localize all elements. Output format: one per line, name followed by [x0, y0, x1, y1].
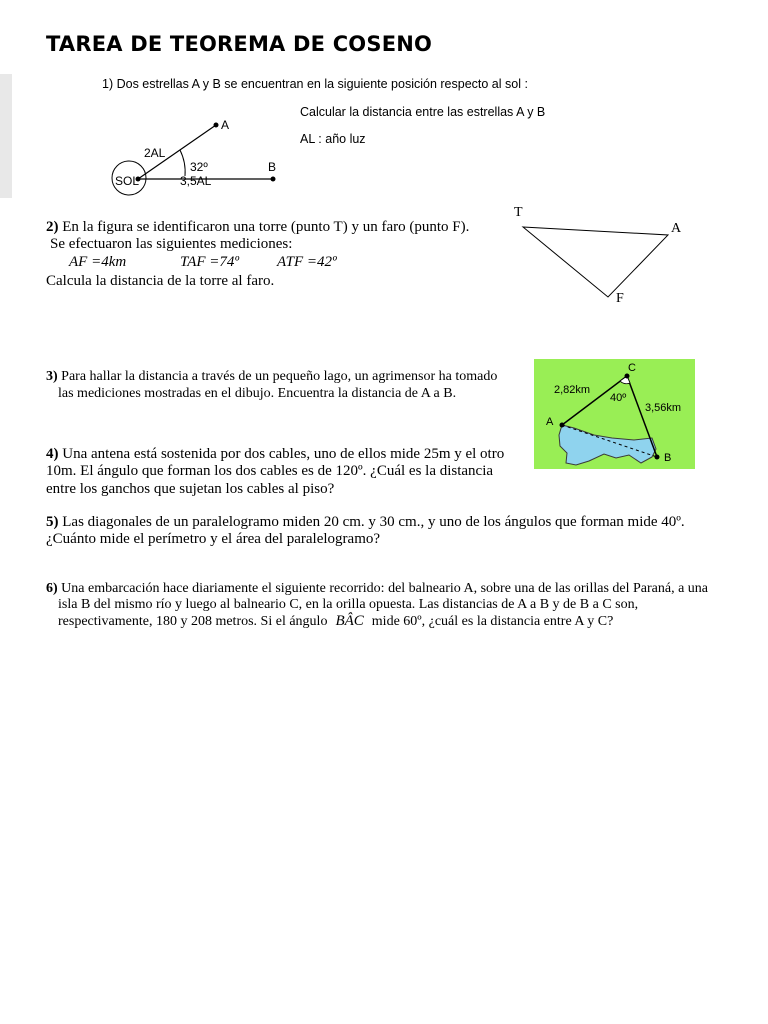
problem-4-text: Una antena está sostenida por dos cables, uno de ellos mide 25m y el otro	[58, 446, 505, 462]
angle-bac: BÂC	[335, 613, 364, 629]
problem-2-text: En la figura se identificaron una torre (punto T) y un faro (punto F).	[58, 219, 470, 235]
label-2al: 2AL	[144, 146, 166, 160]
label-b: B	[268, 160, 277, 174]
measurement-atf: ATF =42º	[277, 254, 337, 270]
point-a	[560, 423, 565, 428]
lake-diagram	[534, 359, 695, 469]
problem-3-line1	[46, 368, 497, 385]
label-angle: 40º	[610, 392, 627, 404]
measurement-af: AF =4km	[69, 254, 127, 270]
label-ac: 2,82km	[554, 384, 591, 396]
problem-2-line2: Se efectuaron las siguientes mediciones:	[50, 236, 293, 252]
problem-6-line1	[46, 580, 708, 597]
label-c: C	[628, 362, 636, 374]
label-a: A	[546, 416, 554, 428]
label-f: F	[616, 291, 624, 306]
problem-6-number: 6)	[46, 581, 58, 596]
point-b	[655, 455, 660, 460]
stars-diagram	[100, 112, 300, 202]
problem-1-note: AL : año luz	[300, 132, 366, 146]
problem-6-line3-start: respectivamente, 180 y 208 metros. Si el ángulo	[58, 614, 328, 629]
tower-lighthouse-diagram	[508, 200, 688, 308]
problem-6-line2: isla B del mismo río y luego al balneario C, en la orilla opuesta. Las distancias de A a B y de B a C son,	[58, 597, 639, 612]
problem-3-line2: las mediciones mostradas en el dibujo. Encuentra la distancia de A a B.	[58, 386, 457, 401]
point-c	[625, 374, 630, 379]
problem-5-number: 5)	[46, 514, 59, 530]
problem-5-text: Las diagonales de un paralelogramo miden 20 cm. y 30 cm., y uno de los ángulos que forman mide 40º.	[58, 514, 685, 530]
problem-2-line3: Calcula la distancia de la torre al faro.	[46, 273, 275, 289]
problem-1-question: Calcular la distancia entre las estrellas A y B	[300, 105, 546, 119]
star-b-point	[271, 177, 276, 182]
problem-3-number: 3)	[46, 369, 58, 384]
label-a: A	[671, 221, 682, 236]
problem-5-line2: ¿Cuánto mide el perímetro y el área del paralelogramo?	[46, 531, 381, 547]
triangle-taf	[523, 227, 668, 297]
measurement-taf: TAF =74º	[180, 254, 240, 270]
left-margin-bar	[0, 74, 12, 198]
label-sol: SOL	[115, 174, 140, 188]
label-cb: 3,56km	[645, 402, 682, 414]
problem-5-line1	[46, 514, 685, 531]
problem-4-line1	[46, 446, 504, 463]
problem-2-line1	[46, 219, 469, 236]
label-t: T	[514, 205, 523, 220]
problem-3-text: Para hallar la distancia a través de un pequeño lago, un agrimensor ha tomado	[57, 369, 498, 384]
problem-4-number: 4)	[46, 446, 59, 462]
label-b: B	[664, 452, 672, 464]
angle-arc	[180, 150, 185, 176]
page-title: TAREA DE TEOREMA DE COSENO	[46, 32, 433, 56]
star-a-point	[214, 123, 219, 128]
label-35al: 3,5AL	[180, 174, 212, 188]
problem-6-text: Una embarcación hace diariamente el siguiente recorrido: del balneario A, sobre una de las orillas del Paraná, a una	[57, 581, 709, 596]
label-angle: 32º	[190, 160, 208, 174]
problem-2-number: 2)	[46, 219, 59, 235]
label-a: A	[221, 118, 230, 132]
problem-1-statement: 1) Dos estrellas A y B se encuentran en la siguiente posición respecto al sol :	[102, 77, 528, 91]
problem-4-line2: 10m. El ángulo que forman los dos cables es de 120º. ¿Cuál es la distancia	[46, 463, 494, 479]
problem-4-line3: entre los ganchos que sujetan los cables al piso?	[46, 481, 335, 497]
problem-6-line3-end: mide 60º, ¿cuál es la distancia entre A y C?	[371, 614, 614, 629]
problem-6-line3	[58, 613, 613, 630]
